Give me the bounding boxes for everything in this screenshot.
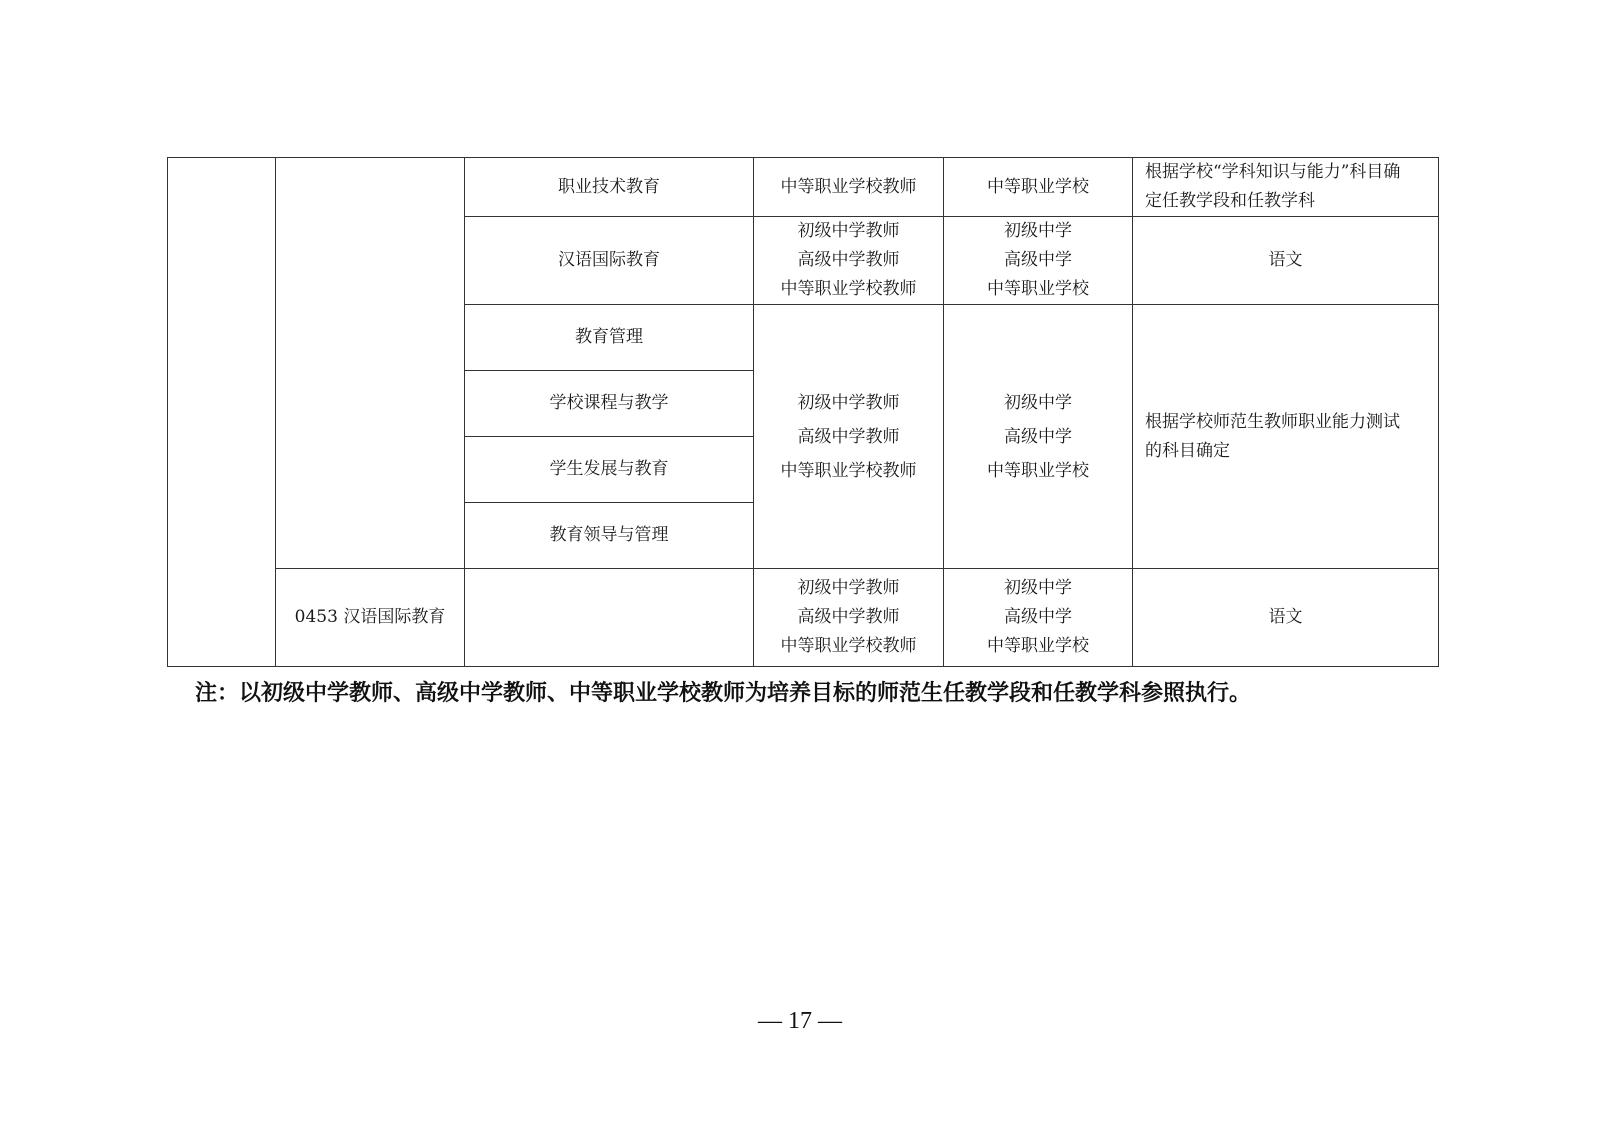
footnote: 注：以初级中学教师、高级中学教师、中等职业学校教师为培养目标的师范生任教学段和任教学科参照执行。 bbox=[195, 681, 1252, 706]
direction-cell: 学校课程与教学 bbox=[465, 371, 754, 437]
table-row bbox=[168, 569, 1439, 667]
category-cell bbox=[168, 158, 276, 667]
subject-cell: 根据学校师范生教师职业能力测试 的科目确定 bbox=[1133, 305, 1439, 569]
teacher-type-cell: 初级中学教师 高级中学教师 中等职业学校教师 bbox=[754, 217, 944, 305]
table-row bbox=[168, 158, 1439, 217]
teacher-subject-table bbox=[167, 157, 1439, 667]
direction-cell: 教育领导与管理 bbox=[465, 503, 754, 569]
page-number: — 17 — bbox=[758, 1008, 842, 1034]
major-cell: 0453 汉语国际教育 bbox=[276, 569, 465, 667]
direction-cell: 教育管理 bbox=[465, 305, 754, 371]
school-level-cell: 初级中学 高级中学 中等职业学校 bbox=[944, 569, 1133, 667]
school-level-cell: 初级中学 高级中学 中等职业学校 bbox=[944, 217, 1133, 305]
subject-cell: 根据学校“学科知识与能力”科目确 定任教学段和任教学科 bbox=[1133, 158, 1439, 217]
teacher-type-cell: 初级中学教师 高级中学教师 中等职业学校教师 bbox=[754, 569, 944, 667]
direction-cell: 学生发展与教育 bbox=[465, 437, 754, 503]
school-level-cell: 中等职业学校 bbox=[944, 158, 1133, 217]
direction-cell: 职业技术教育 bbox=[465, 158, 754, 217]
teacher-type-cell: 初级中学教师 高级中学教师 中等职业学校教师 bbox=[754, 305, 944, 569]
school-level-cell: 初级中学 高级中学 中等职业学校 bbox=[944, 305, 1133, 569]
major-cell bbox=[276, 158, 465, 569]
direction-cell bbox=[465, 569, 754, 667]
direction-cell: 汉语国际教育 bbox=[465, 217, 754, 305]
teacher-type-cell: 中等职业学校教师 bbox=[754, 158, 944, 217]
subject-cell: 语文 bbox=[1133, 217, 1439, 305]
subject-cell: 语文 bbox=[1133, 569, 1439, 667]
